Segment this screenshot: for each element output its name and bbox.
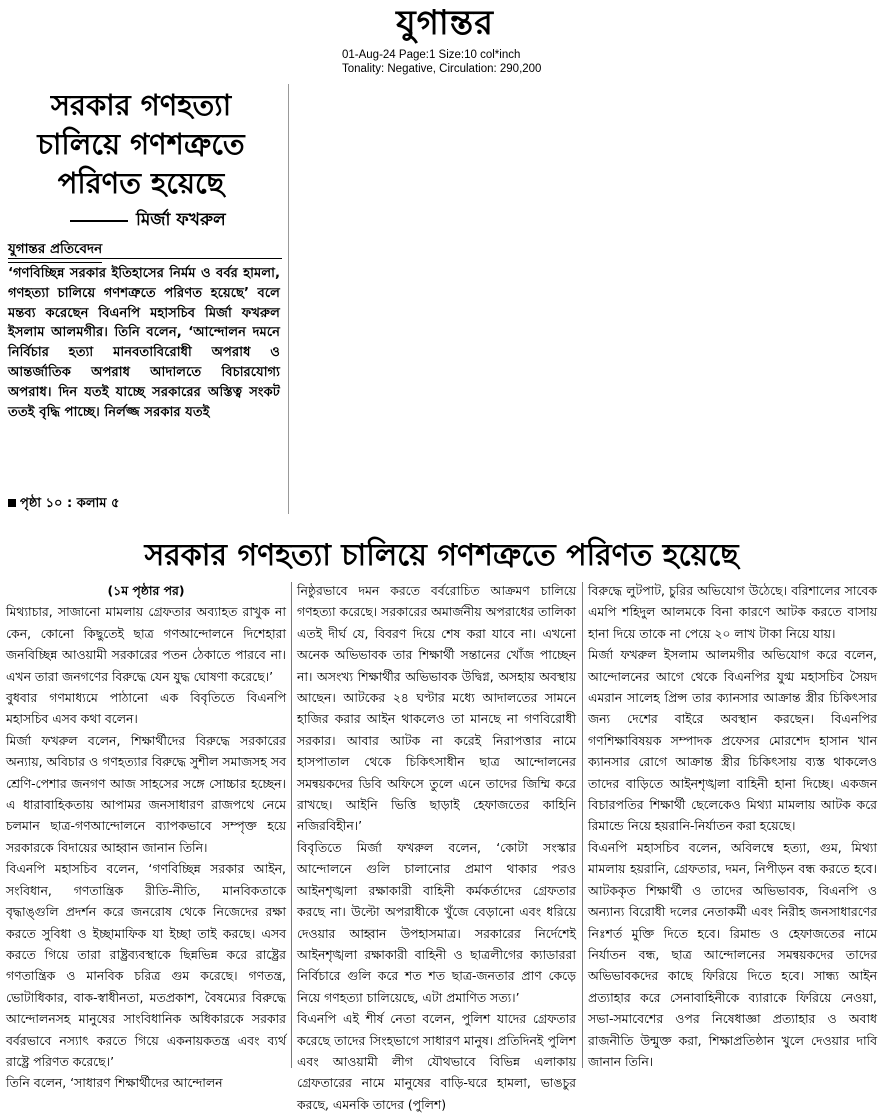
paragraph: তিনি বলেন, ‘সাধারণ শিক্ষার্থীদের আন্দোলন [6,1075,223,1091]
paragraph: বুধবার গণমাধ্যমে পাঠানো এক বিবৃতিতে বিএনপি মহাসচিব এসব কথা বলেন। [6,690,286,727]
front-headline-line: সরকার গণহত্যা [50,88,232,122]
paragraph: বিএনপি মহাসচিব বলেন, অবিলম্বে হত্যা, গুম, মিথ্যা মামলায় হয়রানি, গ্রেফতার, দমন, নিপীড়ন বন্ধ করতে হবে। আটককৃত শিক্ষার্থী ও তাদের অভিভাবক, বিএনপি ও অন্যান্য বিরোধী দলের নেতাকর্মী এবং নিরীহ জনসাধারণের নিঃশর্ত মুক্তি দিতে হবে। রিমান্ড ও হেফাজতের নামে নির্যাতন বন্ধ, ছাত্র আন্দোলনের সমন্বয়কদের তাদের অভিভাবকদের কাছে ফিরিয়ে দিতে হবে। সান্ধ্য আইন প্রত্যাহার করে সেনাবাহিনীকে ব্যারাকে ফিরিয়ে নেওয়া, সভা-সমাবেশের ওপর নিষেধাজ্ঞা প্রত্যাহার ও অবাধ রাজনীতি উন্মুক্ত করা, শিক্ষাপ্রতিষ্ঠান খুলে দেওয়ার দাবি জানান তিনি। [588,839,877,1069]
square-bullet-icon [8,499,16,507]
byline [70,207,280,235]
paragraph: বিএনপি এই শীর্ষ নেতা বলেন, পুলিশ যাদের গ্রেফতার করেছে তাদের সিংহভাগে সাধারণ মানুষ। প্রতিদিনই পুলিশ এবং আওয়ামী লীগ যৌথভাবে বিভিন্ন এলাকায় গ্রেফতারের নামে মানুষের বাড়ি-ঘরে হামলা, ভাঙচুর করছে, এমনকি তাদের (পুলিশ) [297,1011,576,1112]
article-column-3 [588,580,877,1068]
continued-label: (১ম পৃষ্ঠার পর) [107,583,185,598]
byline-dash [70,220,128,222]
column-divider [582,582,583,1068]
paragraph: বিবৃতিতে মির্জা ফখরুল বলেন, ‘কোটা সংস্কার আন্দোলনে গুলি চালানোর প্রমাণ থাকার পরও আইনশৃঙ্খলা রক্ষাকারী বাহিনী কর্মকর্তাদের গ্রেফতার করছে না। উল্টো অপরাধীকে খুঁজে বেড়ানো এবং ধরিয়ে দেওয়ার আহ্বান উপহাসমাত্র। সরকারের নির্দেশেই আইনশৃঙ্খলা রক্ষাকারী বাহিনী ও ছাত্রলীগের ক্যাডাররা নির্বিচারে গুলি করে শত শত ছাত্র-জনতার প্রাণ কেড়ে নিয়ে গণহত্যা চালিয়েছে, এটা প্রমাণিত সত্য।’ [297,839,576,1005]
article-column-2 [297,580,576,1112]
inner-headline: সরকার গণহত্যা চালিয়ে গণশত্রুতে পরিণত হয়েছে [144,538,739,573]
divider [8,258,282,259]
column-divider [288,84,289,514]
clip-meta-date-page: 01-Aug-24 Page:1 Size:10 col*inch [342,49,521,61]
paragraph: মির্জা ফখরুল বলেন, শিক্ষার্থীদের বিরুদ্ধে সরকারের অন্যায়, অবিচার ও গণহত্যার বিরুদ্ধে সুশীল সমাজসহ সব শ্রেণি-পেশার জনগণ আজ সাহসের সঙ্গে সোচ্চার হচ্ছেন। এ ধারাবাহিকতায় আপামর জনসাধারণ রাজপথে নেমে চলমান ছাত্র-গণআন্দোলনে ব্যাপকভাবে সম্পৃক্ত হয়ে সরকারকে বিদায়ের আহ্বান জানান তিনি। [6,732,286,855]
clip-meta-tonality: Tonality: Negative, Circulation: 290,200 [342,63,542,75]
jump-text: পৃষ্ঠা ১০ : কলাম ৫ [20,496,120,511]
paragraph: মির্জা ফখরুল ইসলাম আলমগীর অভিযোগ করে বলেন, আন্দোলনের আগে থেকে বিএনপির যুগ্ম মহাসচিব সৈয়দ এমরান সালেহ প্রিন্স তার ক্যানসার আক্রান্ত স্ত্রীর চিকিৎসার জন্য দেশের বাইরে অবস্থান করছেন। বিএনপির গণশিক্ষাবিষয়ক সম্পাদক প্রফেসর মোরশেদ হাসান খান ক্যানসার রোগে আক্রান্ত স্ত্রীর চিকিৎসায় ব্যস্ত থাকলেও তাদের বাড়িতে আইনশৃঙ্খলা বাহিনী হানা দিচ্ছে। একজন বিচারপতির শিক্ষার্থী ছেলেকেও মিথ্যা মামলায় আটক করে রিমান্ডে নিয়ে হয়রানি-নির্যাতন করা হয়েছে। [588,647,877,834]
reporter-credit: যুগান্তর প্রতিবেদন [8,238,102,263]
paragraph: নিষ্ঠুরভাবে দমন করতে বর্বরোচিত আক্রমণ চালিয়ে গণহত্যা করেছে। সরকারের অমার্জনীয় অপরাধের তালিকা এতই দীর্ঘ যে, বিবরণ দিয়ে শেষ করা যাবে না। এখনো অনেক অভিভাবক তার শিক্ষার্থী সন্তানের খোঁজ পাচ্ছেন না। অসংখ্য শিক্ষার্থীর অভিভাবক উদ্বিগ্ন, অসহায় অবস্থায় আছেন। আটকের ২৪ ঘণ্টার মধ্যে আদালতের সামনে হাজির করার আইন থাকলেও তা মানছে না গণবিরোধী সরকার। আবার আটক না করেই নিরাপত্তার নামে হাসপাতাল থেকে চিকিৎসাধীন ছাত্র আন্দোলনের সমন্বয়কদের ডিবি অফিসে তুলে এনে তাদের জিম্মি করে রাখছে। আইনি ভিত্তি ছাড়াই হেফাজতের কাহিনি নজিরবিহীন।’ [297,583,576,834]
front-headline-line: পরিণত হয়েছে [57,166,225,200]
paragraph: বিরুদ্ধে লুটপাট, চুরির অভিযোগ উঠেছে। বরিশালের সাবেক এমপি শহিদুল আলমকে বিনা কারণে আটক করতে বাসায় হানা দিয়ে তাকে না পেয়ে ২০ লাখ টাকা নিয়ে যায়। [588,583,877,641]
column-divider [291,582,292,1068]
byline-name: মির্জা ফখরুল [136,210,226,230]
article-column-1 [6,580,286,1091]
newspaper-masthead-logo: যুগান্তর [396,3,494,43]
paragraph: বিএনপি মহাসচিব বলেন, ‘গণবিচ্ছিন্ন সরকার আইন, সংবিধান, গণতান্ত্রিক রীতি-নীতি, মানবিকতাকে বৃদ্ধাঙ্গুলি প্রদর্শন করে জনরোষ থেকে নিজেদের রক্ষা করতে সুবিধা ও ইচ্ছামাফিক যা ইচ্ছা তাই করছে। এসব করতে গিয়ে তারা রাষ্ট্রব্যবস্থাকে ছিন্নভিন্ন করে রাষ্ট্রের গণতান্ত্রিক ও মানবিক চরিত্র গুম করেছে। গণতন্ত্র, ভোটাধিকার, বাক-স্বাধীনতা, মতপ্রকাশ, বৈষম্যের বিরুদ্ধে আন্দোলনসহ মানুষের সাংবিধানিক অধিকারকে সরকার বর্বরভাবে নস্যাৎ করতে গিয়ে একনায়কতন্ত্র এবং ব্যর্থ রাষ্ট্রে পরিণত করেছে।’ [6,861,286,1069]
paragraph: মিথ্যাচার, সাজানো মামলায় গ্রেফতার অব্যাহত রাখুক না কেন, কোনো কিছুতেই ছাত্র গণআন্দোলনে দিশেহারা জনবিচ্ছিন্ন আওয়ামী সরকারের পতন ঠেকাতে পারবে না। এখন তারা জনগণের বিরুদ্ধে যেন যুদ্ধ ঘোষণা করেছে।’ [6,604,286,684]
front-headline-line: চালিয়ে গণশত্রুতে [37,127,245,161]
front-story-body: ‘গণবিচ্ছিন্ন সরকার ইতিহাসের নির্মম ও বর্বর হামলা, গণহত্যা চালিয়ে গণশত্রুতে পরিণত হয়েছে’ বলে মন্তব্য করেছেন বিএনপি মহাসচিব মির্জা ফখরুল ইসলাম আলমগীর। তিনি বলেন, ‘আন্দোলন দমনে নির্বিচার হত্যা মানবতাবিরোধী অপরাধ ও আন্তর্জাতিক অপরাধ আদালতে বিচারযোগ্য অপরাধ। দিন যতই যাচ্ছে সরকারের অস্তিত্ব সংকট ততই বৃদ্ধি পাচ্ছে। নির্লজ্জ সরকার যতই [8,266,280,420]
front-headline [10,86,272,203]
jump-line [8,494,119,515]
